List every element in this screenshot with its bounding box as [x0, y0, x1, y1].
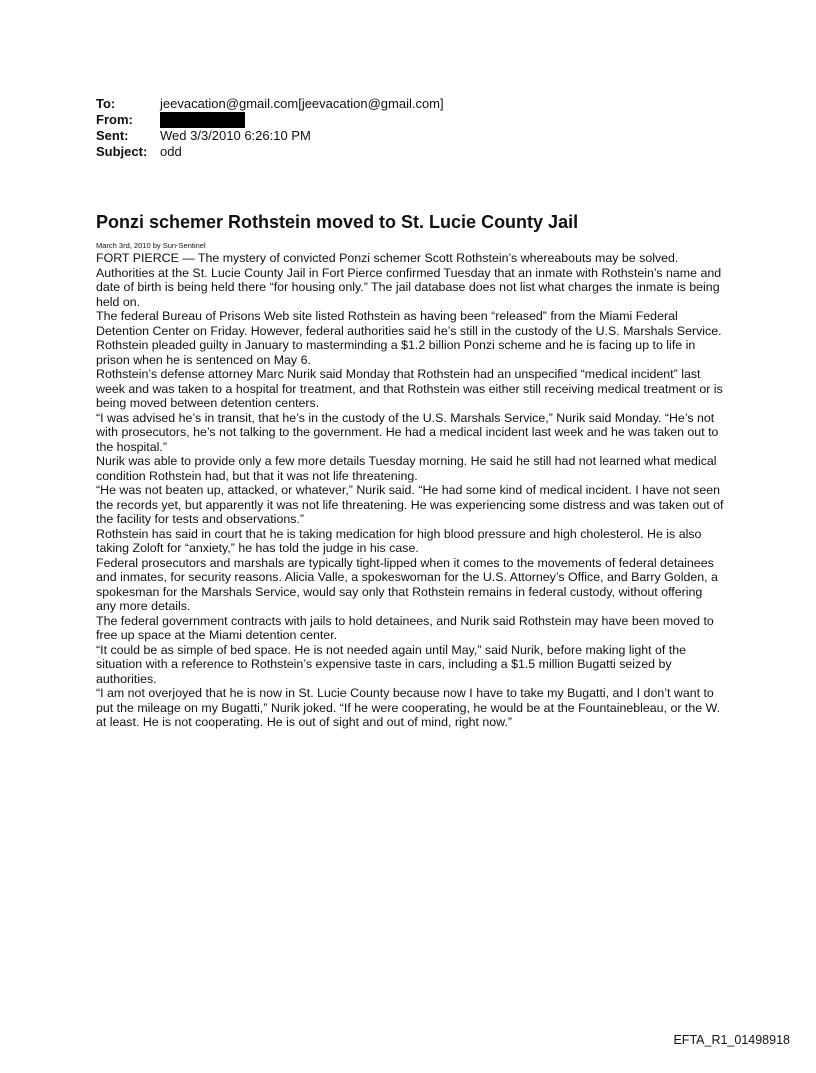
article-paragraph: Rothstein’s defense attorney Marc Nurik said Monday that Rothstein had an unspecified “medical incident” last week and was taken to a hospital for treatment, and that Rothstein was either still receiving medical treatment or is being moved between detention centers. — [96, 367, 723, 410]
email-header — [96, 96, 444, 160]
from-label: From: — [96, 112, 133, 127]
article-paragraph: “I am not overjoyed that he is now in St. Lucie County because now I have to take my Bugatti, and I don’t want to put the mileage on my Bugatti,” Nurik joked. “If he were cooperating, he would be at the Fountainebleau, or the W. at least. He is not cooperating. He is out of sight and out of mind, right now.” — [96, 686, 721, 729]
article-body — [96, 251, 724, 730]
article-byline: March 3rd, 2010 by Sun-Sentinel — [96, 241, 206, 250]
document-id: EFTA_R1_01498918 — [673, 1033, 790, 1047]
article-paragraph: “He was not beaten up, attacked, or whatever,” Nurik said. “He had some kind of medical incident. I have not seen the records yet, but apparently it was not life threatening. He was experiencing some distress and was taken out of the facility for tests and observations.” — [96, 483, 724, 526]
article-paragraph: The federal government contracts with jails to hold detainees, and Nurik said Rothstein may have been moved to free up space at the Miami detention center. — [96, 613, 714, 642]
from-row — [96, 112, 444, 128]
article-paragraph: Rothstein has said in court that he is taking medication for high blood pressure and high cholesterol. He is also taking Zoloft for “anxiety,” he has told the judge in his case. — [96, 526, 702, 555]
article-paragraph: Nurik was able to provide only a few more details Tuesday morning. He said he still had not learned what medical condition Rothstein had, but that it was not life threatening. — [96, 454, 717, 483]
article-paragraph: FORT PIERCE — The mystery of convicted Ponzi schemer Scott Rothstein’s whereabouts may be solved. Authorities at the St. Lucie County Jail in Fort Pierce confirmed Tuesday that an inmate with Rothstein’s name and date of birth is being held there “for housing only.” The jail database does not list what charges the inmate is being held on. — [96, 251, 722, 309]
subject-value: odd — [160, 144, 182, 159]
subject-row — [96, 144, 444, 160]
redaction-bar — [160, 112, 245, 128]
article-title: Ponzi schemer Rothstein moved to St. Lucie County Jail — [96, 212, 579, 232]
article-paragraph: “I was advised he’s in transit, that he’s in the custody of the U.S. Marshals Service,” Nurik said Monday. “He’s not with prosecutors, he’s not talking to the government. He had a medical incident last week and he was taken out to the hospital.” — [96, 410, 719, 454]
sent-value: Wed 3/3/2010 6:26:10 PM — [160, 128, 311, 143]
sent-row — [96, 128, 444, 144]
article-paragraph: “It could be as simple of bed space. He is not needed again until May,” said Nurik, before making light of the situation with a reference to Rothstein’s expensive taste in cars, including a $1.5 million Bugatti seized by authorities. — [96, 642, 687, 686]
to-value: jeevacation@gmail.com[jeevacation@gmail.com] — [160, 96, 444, 111]
article-paragraph: Federal prosecutors and marshals are typically tight-lipped when it comes to the movements of federal detainees and inmates, for security reasons. Alicia Valle, a spokeswoman for the U.S. Attorney’s Office, and Barry Golden, a spokesman for the Marshals Service, would say only that Rothstein remains in federal custody, without offering any more details. — [96, 555, 718, 613]
article-paragraph: Rothstein pleaded guilty in January to masterminding a $1.2 billion Ponzi scheme and he is facing up to life in prison when he is sentenced on May 6. — [96, 338, 696, 367]
subject-label: Subject: — [96, 144, 148, 159]
to-row — [96, 96, 444, 112]
to-label: To: — [96, 96, 116, 111]
article-paragraph: The federal Bureau of Prisons Web site listed Rothstein as having been “released” from the Miami Federal Detention Center on Friday. However, federal authorities said he’s still in the custody of the U.S. Marshals Service. — [96, 309, 722, 338]
sent-label: Sent: — [96, 128, 129, 143]
